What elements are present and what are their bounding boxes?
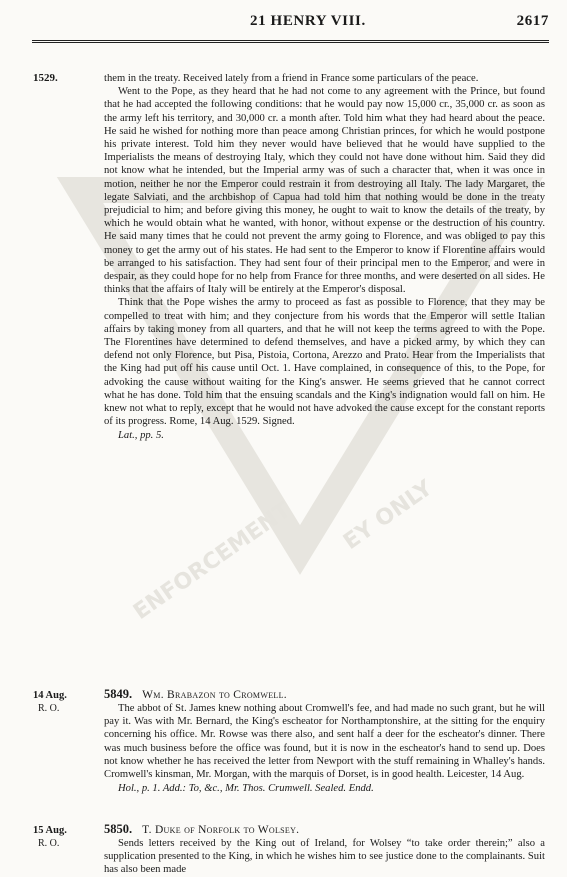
running-header [0,13,567,37]
margin-year: 1529. [33,72,58,84]
svg-text:ENFORCEMENT: ENFORCEMENT [129,497,296,625]
document-description: Hol., p. 1. Add.: To, &c., Mr. Thos. Crumwell. Sealed. Endd. [118,783,374,795]
entry-title: T. Duke of Norfolk to Wolsey. [142,824,300,836]
paragraph: them in the treaty. Received lately from a friend in France some particulars of the peace. [104,73,479,84]
paragraph: Went to the Pope, as they heard that he had not come to any agreement with the Prince, but found that he had accepted the following conditions: that he would pay now 15,000 cr., 35,000 cr. as soon as the army left his territory, and 30,000 cr. a month after. Told him what they had heard about the peace. He said he wished for nothing more than peace among Christian princes, for which he would postpone his private interest. Told him they never would have believed that he would have supplied to the Imperialists the means of destroying Italy, which they could not have done without him. Said they did not know what he intended, but the Imperial army was of such a character that, when it was once in motion, neither he nor the Emperor could restrain it from destroying all Italy. The lady Margaret, the legate Salviati, and the archbishop of Capua had told him that nothing would be done in the treaty prejudicial to him; and before giving this money, he ought to wait to know the details of the treaty, by which he would obtain what he wanted, with honor, without expense or the destruction of his country. He said many times that he could not prevent the army going to Florence, and was obliged to pay this money to get the army out of his states. He had sent to the Emperor to know if Florentine affairs would be arranged to his satisfaction. They had sent four of their principal men to the Emperor, and were in despair, as they could hope for no help from France for three months, and were deserted on all sides. He thinks that the affairs of Italy will be entirely at the Emperor's disposal. [104,86,545,296]
entry-title: Wm. Brabazon to Cromwell. [142,689,287,701]
entry-5850 [104,822,545,877]
page-number: 2617 [516,13,549,29]
entry-text: Sends letters received by the King out of Ireland, for Wolsey “to take order therein;” also a supplication presented to the King, in which he wishes him to see justice done to the complainants. Suit has also been made [104,838,545,876]
header-rule [32,40,549,41]
entry-heading [104,687,545,702]
entry-number: 5850. [104,822,133,836]
entry-location: R. O. [38,703,60,714]
continued-letter [104,72,545,443]
entry-date-5849 [33,689,67,715]
entry-text: The abbot of St. James knew nothing about Cromwell's fee, and had made no such grant, but he will pay it. Was with Mr. Bernard, the King's escheator for Northamptonshire, at the sitting for the enquiry concerning his office. Mr. Rowse was there also, and sent half a deer for the escheator's dinner. There was much business before the office was found, but it is now in the escheator's hand to send up. Does not know whether he has received the letter from Newport with the stuff remaining in Whalley's hands. Cromwell's kinsman, Mr. Morgan, with the marquis of Dorset, is in good health. Leicester, 14 Aug. [104,703,545,781]
document-description: Lat., pp. 5. [118,430,164,442]
entry-heading [104,822,545,837]
entry-date-5850 [33,824,67,850]
running-title: 21 HENRY VIII. [250,13,366,29]
header-rule-second [32,42,549,43]
entry-5849 [104,687,545,795]
entry-date: 14 Aug. [33,690,67,701]
entry-number: 5849. [104,687,133,701]
svg-text:EY ONLY: EY ONLY [339,475,438,555]
entry-location: R. O. [38,838,60,849]
entry-date: 15 Aug. [33,825,67,836]
paragraph: Think that the Pope wishes the army to proceed as fast as possible to Florence, that they may be compelled to treat with him; and they conjecture from his words that the Emperor will settle Italian affairs by taking money from all quarters, and that he will not keep the terms agreed to with the Pope. The Florentines have determined to defend themselves, and have a picked army, by which they can defend not only Florence, but Pisa, Pistoia, Cortona, Arezzo and Prato. Hear from the Imperialists that the King had put off his cause until Oct. 1. Have complained, in consequence of this, to the Pope, for advoking the cause without waiting for the King's answer. He seems grieved that he cannot correct what he has done. Told him that the ensuing scandals and the King's indignation would fall on him. He knew not what to reply, except that he would not have advoked the cause except for the constant reports of its progress. Rome, 14 Aug. 1529. Signed. [104,297,545,428]
